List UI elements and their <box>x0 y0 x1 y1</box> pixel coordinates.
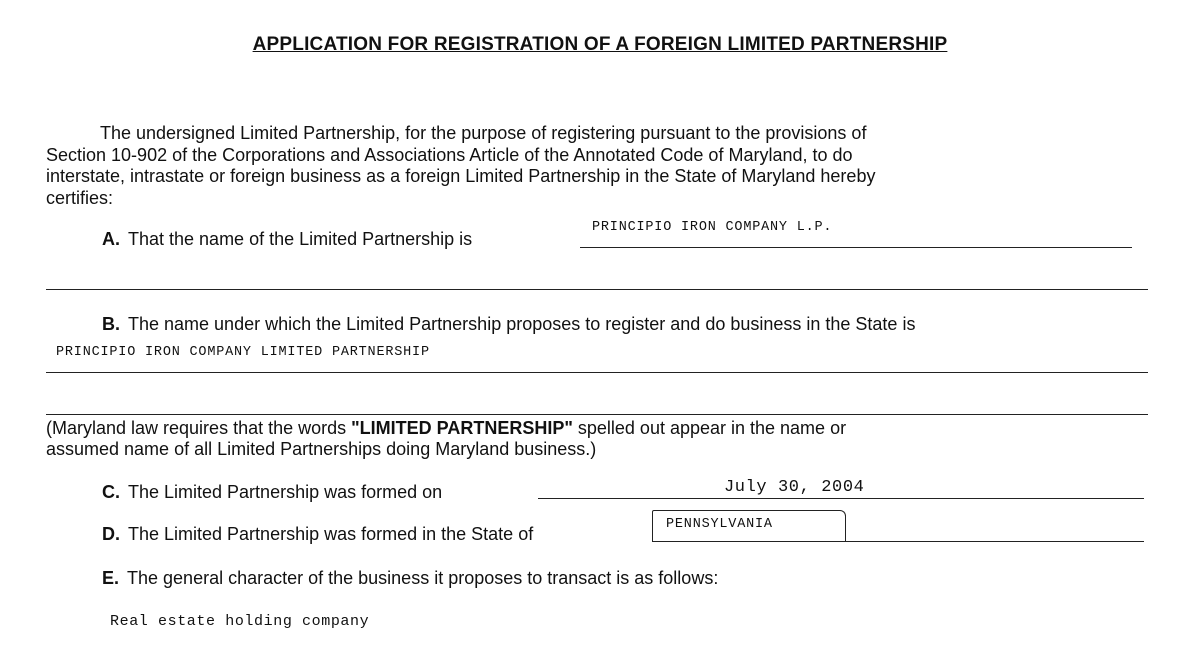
item-b-text: The name under which the Limited Partnership proposes to register and do business in the State is <box>128 314 916 334</box>
partnership-name-value: PRINCIPIO IRON COMPANY L.P. <box>592 220 833 235</box>
form-title: APPLICATION FOR REGISTRATION OF A FOREIGN LIMITED PARTNERSHIP <box>252 34 948 55</box>
registered-name-value: PRINCIPIO IRON COMPANY LIMITED PARTNERSHIP <box>56 345 430 360</box>
item-a-text: That the name of the Limited Partnership is <box>128 229 473 249</box>
formation-state-value: PENNSYLVANIA <box>666 517 773 532</box>
note-text: (Maryland law requires that the words <box>46 418 352 438</box>
formation-state-underline <box>652 541 1144 542</box>
note-bold-text: "LIMITED PARTNERSHIP" <box>351 418 573 438</box>
intro-paragraph <box>46 123 1126 209</box>
item-e-label: E. <box>102 568 120 588</box>
item-c-statement <box>102 482 442 503</box>
continuation-line <box>46 289 1148 290</box>
registered-name-underline <box>46 372 1148 373</box>
formation-date-underline <box>538 498 1144 499</box>
business-character-value: Real estate holding company <box>110 613 370 630</box>
item-c-label: C. <box>102 482 120 502</box>
intro-line: The undersigned Limited Partnership, for the purpose of registering pursuant to the provisions of <box>100 123 867 143</box>
partnership-name-underline <box>580 247 1132 248</box>
item-d-text: The Limited Partnership was formed in the State of <box>128 524 534 544</box>
item-e-statement <box>102 568 718 589</box>
item-d-label: D. <box>102 524 120 544</box>
item-e-text: The general character of the business it proposes to transact is as follows: <box>127 568 719 588</box>
item-c-text: The Limited Partnership was formed on <box>128 482 443 502</box>
intro-line: interstate, intrastate or foreign business as a foreign Limited Partnership in the State of Maryland hereby <box>46 166 876 186</box>
note-text: spelled out appear in the name or <box>572 418 847 438</box>
item-b-statement <box>102 314 915 335</box>
continuation-line <box>46 414 1148 415</box>
formation-date-value: July 30, 2004 <box>724 478 865 497</box>
intro-line: Section 10-902 of the Corporations and Associations Article of the Annotated Code of Maryland, to do <box>46 144 853 165</box>
note-text: assumed name of all Limited Partnerships doing Maryland business.) <box>46 439 597 459</box>
intro-line: certifies: <box>46 187 114 208</box>
item-a-statement <box>102 229 472 250</box>
item-d-statement <box>102 524 533 545</box>
maryland-law-note <box>46 418 846 460</box>
item-b-label: B. <box>102 314 120 334</box>
item-a-label: A. <box>102 229 120 249</box>
